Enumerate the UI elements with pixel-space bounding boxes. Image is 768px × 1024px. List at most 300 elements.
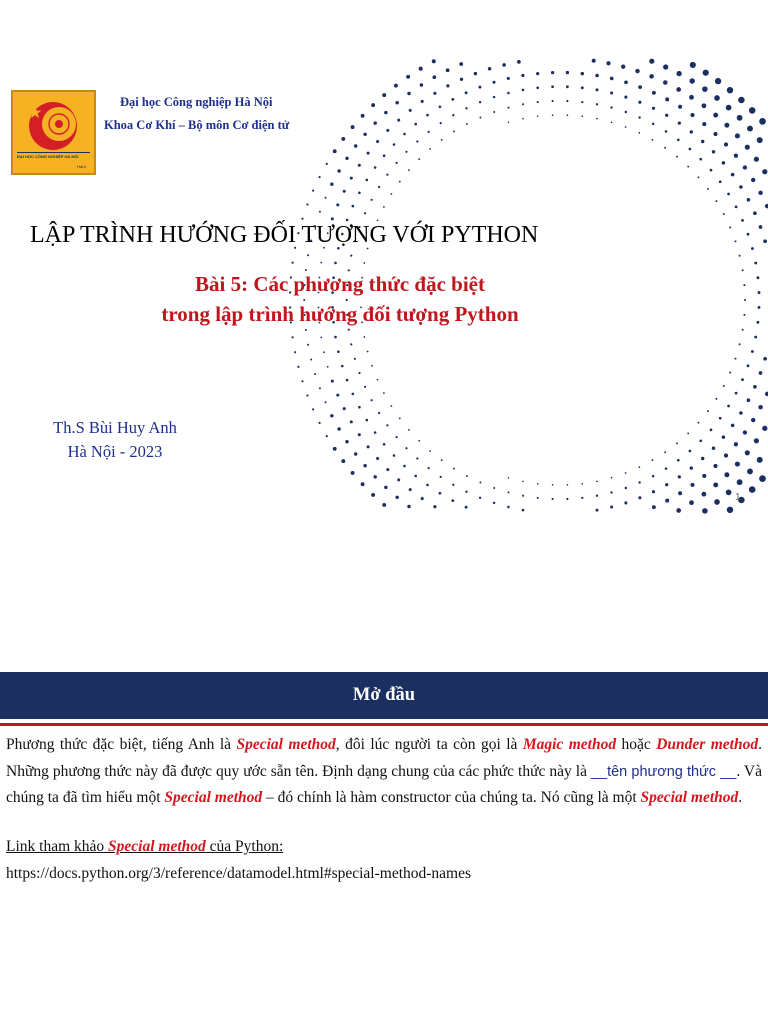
decorative-dot (689, 78, 694, 83)
decorative-dot (426, 114, 429, 117)
decorative-dot (363, 133, 366, 136)
decorative-dot (595, 74, 599, 78)
reference-link-label (6, 838, 283, 856)
decorative-dot (759, 225, 763, 229)
decorative-dot (517, 60, 521, 64)
decorative-dot (726, 105, 732, 111)
decorative-dot (678, 105, 682, 109)
decorative-dot (502, 63, 506, 67)
decorative-dot (665, 130, 668, 133)
decorative-dot (351, 471, 355, 475)
decorative-dot (341, 365, 344, 368)
decorative-dot (478, 86, 481, 89)
decorative-dot (367, 351, 369, 353)
decorative-dot (757, 457, 763, 463)
decorative-dot (735, 392, 738, 395)
decorative-dot (710, 169, 713, 172)
decorative-dot (747, 398, 751, 402)
faculty-name: Khoa Cơ Khí – Bộ môn Cơ điện tử (104, 118, 290, 132)
decorative-dot (376, 140, 379, 143)
decorative-dot (386, 129, 389, 132)
decorative-dot (678, 121, 681, 124)
decorative-dot (689, 450, 692, 453)
decorative-dot (592, 59, 596, 63)
decorative-dot (624, 80, 628, 84)
decorative-dot (307, 254, 309, 256)
decorative-dot (493, 487, 495, 489)
decorative-dot (762, 426, 767, 431)
decorative-dot (537, 483, 539, 485)
decorative-dot (690, 130, 693, 133)
text-segment: hoặc (616, 736, 657, 753)
decorative-dot (399, 417, 401, 419)
decorative-dot (745, 450, 750, 455)
decorative-dot (756, 276, 759, 279)
decorative-dot (341, 459, 345, 463)
decorative-dot (493, 502, 495, 504)
decorative-dot (722, 161, 726, 165)
decorative-dot (307, 344, 309, 346)
decorative-dot (724, 472, 729, 477)
decorative-dot (522, 509, 525, 512)
decorative-dot (763, 357, 767, 361)
decorative-dot (397, 119, 400, 122)
decorative-dot (301, 218, 303, 220)
decorative-dot (635, 69, 639, 73)
decorative-dot (701, 103, 706, 108)
decorative-dot (747, 198, 751, 202)
decorative-dot (507, 506, 510, 509)
decorative-dot (676, 71, 681, 76)
decorative-dot (665, 114, 668, 117)
decorative-dot (319, 211, 321, 213)
decorative-dot (763, 239, 767, 243)
decorative-dot (677, 139, 680, 142)
decorative-dot (638, 116, 640, 118)
decorative-dot (361, 114, 365, 118)
decorative-dot (702, 474, 706, 478)
decorative-dot (625, 126, 627, 128)
intro-paragraph (6, 732, 762, 812)
decorative-dot (611, 477, 613, 479)
decorative-dot (665, 483, 668, 486)
decorative-dot (493, 111, 495, 113)
decorative-dot (689, 95, 694, 100)
decorative-dot (507, 491, 509, 493)
decorative-dot (371, 103, 375, 107)
decorative-dot (306, 203, 308, 205)
decorative-dot (638, 466, 640, 468)
decorative-dot (551, 85, 554, 88)
decorative-dot (326, 435, 328, 437)
decorative-dot (702, 508, 708, 514)
decorative-dot (690, 466, 693, 469)
decorative-dot (566, 71, 569, 74)
decorative-dot (566, 85, 569, 88)
decorative-dot (453, 468, 455, 470)
term-special-method: Special method (236, 736, 336, 753)
decorative-dot (319, 387, 321, 389)
decorative-dot (507, 92, 510, 95)
decorative-dot (383, 443, 386, 446)
decorative-dot (314, 373, 316, 375)
decorative-dot (537, 116, 539, 118)
decorative-dot (715, 398, 717, 400)
decorative-dot (638, 481, 640, 483)
decorative-dot (581, 483, 583, 485)
decorative-dot (754, 262, 757, 265)
decorative-dot (320, 262, 322, 264)
decorative-dot (738, 97, 745, 104)
decorative-dot (751, 418, 755, 422)
decorative-dot (465, 491, 467, 493)
decorative-dot (522, 89, 525, 92)
decorative-dot (346, 299, 348, 301)
decorative-dot (552, 114, 554, 116)
decorative-dot (610, 77, 614, 81)
reference-url[interactable]: https://docs.python.org/3/reference/datamodel.html#special-method-names (6, 865, 472, 882)
decorative-dot (735, 133, 740, 138)
decorative-dot (301, 380, 303, 382)
decorative-dot (397, 478, 400, 481)
decorative-dot (649, 59, 654, 64)
decorative-dot (702, 122, 706, 126)
decorative-dot (416, 457, 418, 459)
decorative-dot (703, 70, 709, 76)
decorative-dot (453, 130, 455, 132)
decorative-dot (428, 131, 430, 133)
decorative-dot (384, 486, 387, 489)
decorative-dot (758, 291, 761, 294)
decorative-dot (451, 98, 454, 101)
decorative-dot (610, 491, 612, 493)
decorative-dot (596, 88, 599, 91)
decorative-dot (652, 123, 655, 126)
decorative-dot (676, 508, 681, 513)
decorative-dot (749, 107, 756, 114)
decorative-dot (460, 78, 463, 81)
decorative-dot (663, 80, 668, 85)
decorative-dot (678, 491, 682, 495)
text-segment: . (738, 789, 743, 806)
decorative-dot (386, 424, 388, 426)
decorative-dot (408, 429, 410, 431)
decorative-dot (537, 101, 539, 103)
decorative-dot (741, 378, 744, 381)
decorative-dot (759, 475, 766, 482)
decorative-dot (451, 499, 454, 502)
decorative-dot (747, 468, 753, 474)
decorative-dot (664, 451, 666, 453)
decorative-dot (336, 394, 339, 397)
decorative-dot (488, 67, 492, 71)
decorative-dot (345, 157, 348, 160)
term-magic-method: Magic method (522, 736, 617, 753)
decorative-dot (638, 101, 641, 104)
decorative-dot (701, 140, 704, 143)
decorative-dot (396, 436, 398, 438)
decorative-dot (294, 351, 296, 353)
decorative-dot (759, 371, 763, 375)
decorative-dot (319, 422, 321, 424)
decorative-dot (745, 145, 750, 150)
decorative-dot (690, 62, 696, 68)
decorative-dot (638, 496, 641, 499)
decorative-dot (373, 475, 376, 478)
decorative-dot (376, 457, 379, 460)
decorative-dot (758, 191, 762, 195)
decorative-dot (466, 475, 468, 477)
decorative-dot (432, 59, 436, 63)
decorative-dot (363, 336, 365, 338)
decorative-dot (433, 92, 436, 95)
decorative-dot (723, 385, 725, 387)
lesson-title-line1: Bài 5: Các phương thức đặc biệt (194, 272, 485, 296)
decorative-dot (753, 211, 757, 215)
decorative-dot (698, 176, 700, 178)
decorative-dot (465, 107, 467, 109)
decorative-dot (383, 154, 386, 157)
decorative-dot (726, 490, 732, 496)
decorative-dot (625, 487, 627, 489)
decorative-dot (729, 372, 731, 374)
decorative-dot (754, 157, 759, 162)
decorative-dot (707, 410, 709, 412)
decorative-dot (452, 114, 454, 116)
decorative-dot (303, 299, 305, 301)
name-format: __tên phương thức __ (590, 763, 737, 780)
decorative-dot (581, 497, 583, 499)
text-segment: , đôi lúc người ta còn gọi là (335, 736, 523, 753)
decorative-dot (384, 111, 387, 114)
decorative-dot (416, 140, 418, 142)
decorative-dot (737, 479, 743, 485)
decorative-dot (403, 465, 406, 468)
decorative-dot (596, 118, 598, 120)
decorative-dot (337, 350, 340, 353)
decorative-dot (363, 262, 365, 264)
decorative-dot (739, 343, 741, 345)
decorative-dot (652, 475, 655, 478)
decorative-dot (305, 329, 307, 331)
decorative-dot (663, 64, 668, 69)
decorative-dot (378, 412, 380, 414)
decorative-dot (348, 329, 350, 331)
text-segment: . Và chúng ta đã tìm hiểu một (6, 762, 763, 806)
place-year: Hà Nội - 2023 (67, 442, 163, 461)
decorative-dot (596, 103, 598, 105)
decorative-dot (715, 78, 721, 84)
decorative-dot (354, 452, 357, 455)
decorative-dot (751, 178, 755, 182)
decorative-dot (325, 401, 327, 403)
decorative-dot (351, 125, 355, 129)
decorative-dot (378, 186, 380, 188)
decorative-dot (507, 77, 510, 80)
decorative-dot (735, 462, 740, 467)
decorative-dot (374, 166, 377, 169)
decorative-dot (407, 92, 410, 95)
decorative-dot (419, 67, 423, 71)
decorative-dot (354, 144, 357, 147)
decorative-dot (382, 503, 386, 507)
decorative-dot (337, 169, 340, 172)
decorative-dot (312, 408, 314, 410)
decorative-dot (429, 450, 431, 452)
decorative-dot (428, 467, 430, 469)
decorative-dot (522, 495, 524, 497)
decorative-dot (323, 351, 325, 353)
section-banner (0, 672, 768, 719)
decorative-dot (652, 490, 655, 493)
decorative-dot (325, 197, 327, 199)
decorative-dot (333, 447, 337, 451)
page-number: 1 (735, 492, 741, 503)
decorative-dot (465, 91, 468, 94)
decorative-dot (292, 262, 294, 264)
decorative-dot (724, 142, 728, 146)
decorative-dot (346, 379, 349, 382)
decorative-dot (710, 429, 713, 432)
decorative-dot (414, 475, 417, 478)
decorative-dot (581, 86, 584, 89)
decorative-dot (713, 464, 717, 468)
decorative-dot (305, 269, 307, 271)
decorative-dot (363, 464, 366, 467)
decorative-dot (405, 151, 407, 153)
decorative-dot (652, 91, 656, 95)
decorative-dot (522, 103, 524, 105)
decorative-dot (757, 137, 763, 143)
decorative-dot (414, 123, 417, 126)
decorative-dot (701, 492, 706, 497)
decorative-dot (440, 476, 442, 478)
decorative-dot (399, 181, 401, 183)
decorative-dot (409, 109, 412, 112)
decorative-dot (364, 212, 366, 214)
decorative-dot (361, 482, 365, 486)
decorative-dot (689, 148, 692, 151)
decorative-dot (536, 86, 539, 89)
decorative-dot (739, 255, 741, 257)
decorative-dot (566, 100, 568, 102)
decorative-dot (396, 162, 398, 164)
decorative-dot (420, 83, 424, 87)
decorative-dot (459, 62, 463, 66)
text-segment: . Những phương thức này đã được quy ước sẵn tên. Định dạng chung của các phức thức này là (6, 736, 762, 780)
decorative-dot (386, 174, 388, 176)
decorative-dot (479, 497, 481, 499)
decorative-dot (391, 405, 393, 407)
decorative-dot (343, 407, 346, 410)
decorative-dot (421, 100, 424, 103)
decorative-dot (739, 411, 743, 415)
university-logo (11, 90, 96, 175)
decorative-dot (365, 179, 368, 182)
decorative-dot (712, 150, 715, 153)
decorative-dot (596, 509, 599, 512)
decorative-dot (407, 505, 410, 508)
decorative-dot (312, 190, 314, 192)
decorative-dot (507, 107, 509, 109)
decorative-dot (479, 101, 481, 103)
decorative-dot (611, 121, 613, 123)
decorative-dot (351, 205, 354, 208)
decorative-dot (724, 123, 729, 128)
decorative-dot (395, 101, 398, 104)
decorative-dot (743, 314, 745, 316)
decorative-dot (358, 372, 360, 374)
decorative-dot (403, 133, 406, 136)
decorative-dot (678, 475, 681, 478)
decorative-dot (350, 177, 353, 180)
decorative-dot (690, 483, 694, 487)
decorative-dot (581, 101, 583, 103)
link-suffix: của Python: (205, 838, 284, 855)
decorative-dot (581, 72, 584, 75)
decorative-dot (699, 158, 702, 161)
decorative-dot (536, 72, 539, 75)
decorative-dot (351, 393, 354, 396)
decorative-dot (625, 111, 627, 113)
decorative-dot (341, 137, 345, 141)
decorative-dot (336, 203, 339, 206)
decorative-dot (742, 329, 744, 331)
decorative-dot (327, 366, 329, 368)
decorative-dot (441, 139, 443, 141)
decorative-dot (747, 233, 750, 236)
decorative-dot (371, 399, 373, 401)
decorative-dot (350, 255, 352, 257)
decorative-dot (383, 392, 385, 394)
decorative-dot (297, 366, 299, 368)
decorative-dot (698, 422, 700, 424)
decorative-dot (386, 468, 389, 471)
decorative-dot (649, 74, 654, 79)
decorative-dot (664, 147, 666, 149)
logo-text: ĐẠI HỌC CÔNG NGHIỆP HÀ NỘI (17, 154, 79, 159)
decorative-dot (701, 457, 704, 460)
decorative-dot (610, 91, 613, 94)
decorative-dot (382, 93, 386, 97)
decorative-dot (552, 484, 554, 486)
decorative-dot (345, 440, 348, 443)
decorative-dot (367, 445, 370, 448)
decorative-dot (665, 97, 669, 101)
decorative-dot (358, 191, 361, 194)
term-dunder-method: Dunder method (656, 736, 759, 753)
decorative-dot (330, 414, 333, 417)
decorative-dot (440, 122, 442, 124)
decorative-dot (638, 85, 642, 89)
decorative-dot (330, 182, 333, 185)
decorative-dot (373, 121, 376, 124)
decorative-dot (522, 118, 524, 120)
decorative-dot (418, 440, 420, 442)
decorative-dot (566, 498, 568, 500)
decorative-dot (320, 337, 322, 339)
decorative-dot (465, 506, 468, 509)
decorative-dot (722, 435, 726, 439)
decorative-dot (364, 386, 366, 388)
decorative-dot (395, 496, 398, 499)
decorative-dot (735, 358, 737, 360)
decorative-dot (714, 95, 720, 101)
decorative-dot (551, 71, 554, 74)
decorative-dot (479, 117, 481, 119)
decorative-dot (331, 380, 334, 383)
decorative-dot (371, 493, 375, 497)
